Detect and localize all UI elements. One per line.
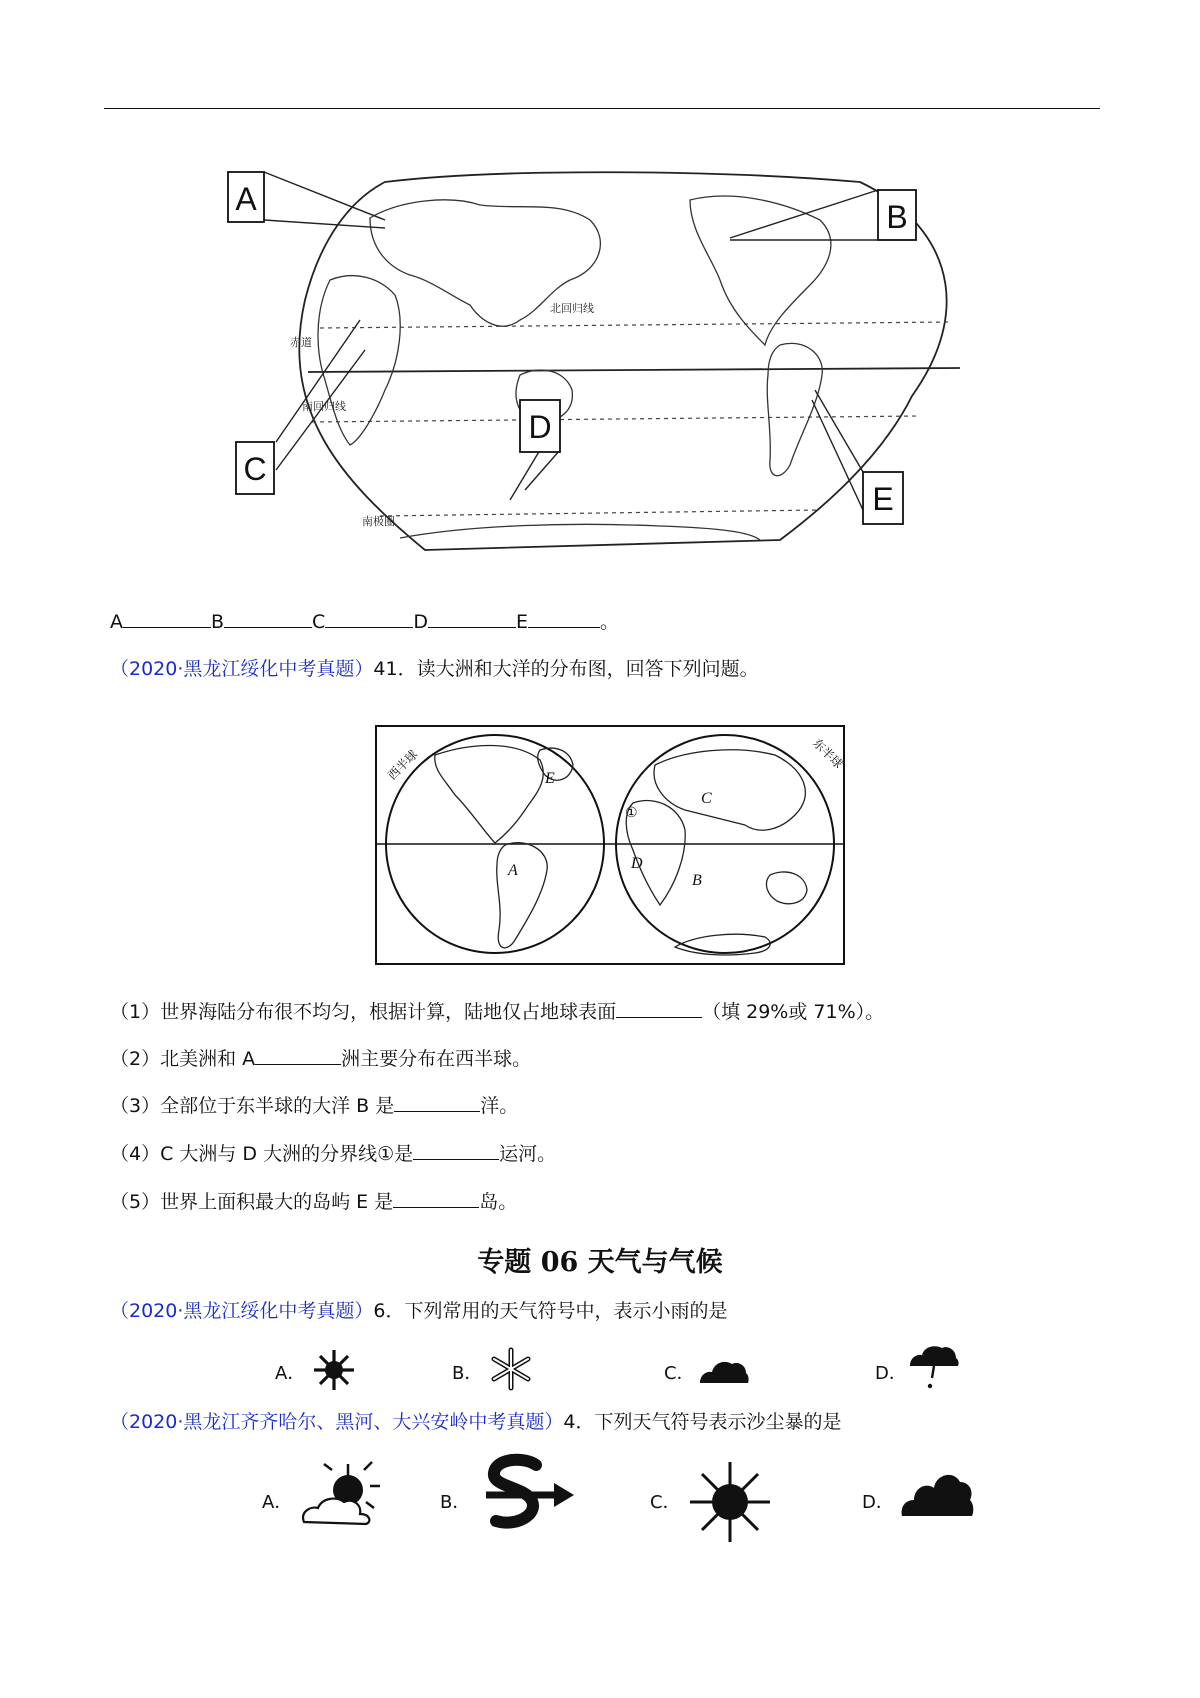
north-america-outline (690, 196, 831, 345)
tropic-capricorn-line (312, 416, 920, 422)
q6-option-a-label[interactable]: A． (275, 1363, 306, 1384)
q41-sub-1-tail: （填 29%或 71%）。 (702, 1001, 885, 1023)
q4-option-b-label[interactable]: B． (440, 1492, 471, 1513)
q6-option-c-label[interactable]: C． (664, 1363, 695, 1384)
south-america-outline (767, 343, 822, 475)
q41-text: 41．读大洲和大洋的分布图，回答下列问题。 (373, 658, 759, 680)
map-label-a: A (508, 862, 518, 879)
q41-stem (110, 655, 759, 683)
map-box-label-e: E (872, 481, 894, 517)
q41-sub-2-blank[interactable] (255, 1044, 341, 1065)
section-title: 专题 06 天气与气候 (477, 1247, 723, 1278)
q41-sub-4-text: （4）C 大洲与 D 大洲的分界线①是 (110, 1143, 414, 1165)
sandstorm-icon[interactable] (482, 1455, 576, 1537)
q41-sub-5-blank[interactable] (393, 1187, 479, 1208)
q41-sub-3-tail: 洋。 (480, 1095, 519, 1117)
map-box-label-d: D (528, 409, 552, 445)
header-rule (104, 108, 1100, 109)
answer-blank-b[interactable] (224, 607, 312, 628)
answer-blank-e[interactable] (528, 607, 600, 628)
answer-line-end: 。 (599, 611, 619, 633)
q41-sub-1 (110, 997, 884, 1026)
snowflake-icon[interactable] (488, 1346, 534, 1392)
answer-blank-a[interactable] (123, 607, 211, 628)
map-label-c: C (701, 790, 712, 807)
q41-sub-3-text: （3）全部位于东半球的大洋 B 是 (110, 1095, 395, 1117)
map-label-one: ① (625, 806, 638, 821)
q4-text: 4．下列天气符号表示沙尘暴的是 (563, 1411, 842, 1433)
q41-sub-5-text: （5）世界上面积最大的岛屿 E 是 (110, 1191, 394, 1213)
map-label-d: D (631, 855, 643, 872)
q41-sub-1-text: （1）世界海陆分布很不均匀，根据计算，陆地仅占地球表面 (110, 1001, 617, 1023)
equator-label: 赤道 (290, 336, 312, 349)
map-outline (299, 172, 946, 550)
q41-sub-2 (110, 1044, 531, 1073)
overcast-icon[interactable] (900, 1468, 974, 1518)
answer-blank-c[interactable] (325, 607, 413, 628)
q41-sub-1-blank[interactable] (616, 997, 702, 1018)
west-hemisphere-label: 西半球 (384, 747, 421, 783)
q6-stem (110, 1297, 728, 1325)
map-box-label-a: A (235, 181, 257, 217)
q6-option-b-label[interactable]: B． (452, 1363, 483, 1384)
q6-text: 6．下列常用的天气符号中，表示小雨的是 (373, 1300, 728, 1322)
sun-icon[interactable] (690, 1462, 770, 1542)
q4-option-a-label[interactable]: A． (262, 1492, 293, 1513)
answer-letter-d: D (413, 611, 428, 633)
cloud-icon[interactable] (698, 1355, 750, 1385)
answer-blank-d[interactable] (428, 607, 516, 628)
answer-line (110, 607, 619, 636)
tropic-capricorn-label: 南回归线 (302, 400, 346, 413)
q41-sub-5-tail: 岛。 (479, 1191, 518, 1213)
answer-letter-e: E (515, 611, 528, 633)
tropic-cancer-line (320, 322, 950, 328)
east-hemisphere-label: 东半球 (810, 735, 846, 772)
q4-option-d-label[interactable]: D． (862, 1492, 894, 1513)
q41-sub-4 (110, 1139, 556, 1168)
q41-sub-5 (110, 1187, 517, 1216)
tropic-cancer-label: 北回归线 (550, 302, 594, 315)
q41-sub-4-blank[interactable] (413, 1139, 499, 1160)
equator-line (308, 368, 960, 372)
antarctic-circle-label: 南极圈 (362, 515, 395, 528)
africa-outline (318, 276, 400, 445)
hemispheres-map-figure (375, 725, 845, 965)
map-box-label-c: C (243, 451, 267, 487)
answer-letter-b: B (211, 611, 225, 633)
map-label-b: B (692, 872, 702, 889)
q6-source: （2020·黑龙江绥化中考真题） (110, 1300, 374, 1322)
q4-source: （2020·黑龙江齐齐哈尔、黑河、大兴安岭中考真题） (110, 1411, 564, 1433)
light-rain-icon[interactable] (908, 1344, 958, 1392)
q41-source: （2020·黑龙江绥化中考真题） (110, 658, 374, 680)
sun-icon[interactable] (312, 1348, 356, 1392)
q41-sub-2-tail: 洲主要分布在西半球。 (341, 1048, 532, 1070)
antarctic-circle-line (380, 510, 820, 516)
answer-letter-c: C (312, 611, 326, 633)
q41-sub-3-blank[interactable] (394, 1091, 480, 1112)
q4-stem (110, 1408, 842, 1436)
q4-option-c-label[interactable]: C． (650, 1492, 681, 1513)
q41-sub-2-text: （2）北美洲和 A (110, 1048, 256, 1070)
sun-behind-cloud-icon[interactable] (300, 1462, 382, 1530)
q41-sub-3 (110, 1091, 518, 1120)
q6-option-d-label[interactable]: D． (875, 1363, 907, 1384)
antarctica-outline (400, 524, 760, 540)
answer-letter-a: A (110, 611, 123, 633)
map-label-e: E (545, 770, 555, 787)
map-box-label-b: B (886, 199, 908, 235)
world-map-figure (220, 160, 1020, 570)
q41-sub-4-tail: 运河。 (499, 1143, 557, 1165)
